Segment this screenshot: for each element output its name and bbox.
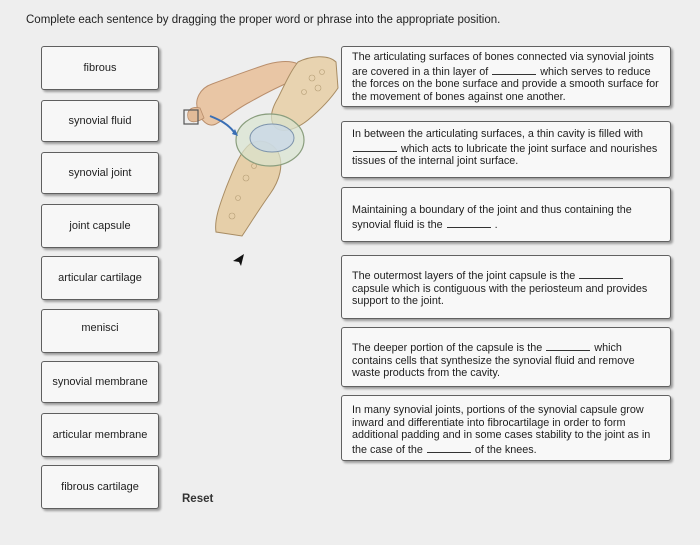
sentence-1-text-after: which serves to reduce the forces on the bone surface and provide a smooth surface for the movement of bones against one another. xyxy=(352,65,659,103)
sentence-2-box[interactable] xyxy=(341,121,671,178)
sentence-3-text-before: Maintaining a boundary of the joint and thus containing the synovial fluid is the xyxy=(352,204,632,231)
word-tile-synovial-joint[interactable] xyxy=(41,152,159,194)
reset-button[interactable]: Reset xyxy=(182,493,214,505)
word-tile-articular-cartilage[interactable] xyxy=(41,256,159,300)
word-tile-label: joint capsule xyxy=(69,220,131,232)
sentence-4-text-after: capsule which is contiguous with the periosteum and provides support to the joint. xyxy=(352,282,648,307)
word-tile-label: fibrous xyxy=(83,62,117,74)
joint-illustration xyxy=(180,48,340,238)
sentence-6-text-before: In many synovial joints, portions of the synovial capsule grow inward and differentiate into fibrocartilage in order to form additional padding and in some cases stability to the joint as in the case of the xyxy=(352,404,651,456)
sentence-3-text-after: . xyxy=(494,218,498,231)
word-tile-fibrous[interactable] xyxy=(41,46,159,90)
sentence-5-text-before: The deeper portion of the capsule is the xyxy=(352,342,543,354)
word-tile-label: menisci xyxy=(81,322,119,334)
articular-surface-shape xyxy=(250,124,294,152)
word-tile-articular-membrane[interactable] xyxy=(41,413,159,457)
sentence-5-text-after: which contains cells that synthesize the synovial fluid and remove waste products from the cavity. xyxy=(352,342,635,379)
word-tile-joint-capsule[interactable] xyxy=(41,204,159,248)
sentence-4-drop-blank[interactable] xyxy=(579,268,623,279)
sentence-2-text-after: which acts to lubricate the joint surface and nourishes tissues of the internal joint surface. xyxy=(352,142,658,167)
word-tile-synovial-membrane[interactable] xyxy=(41,361,159,403)
sentence-5-drop-blank[interactable] xyxy=(546,340,590,351)
sentence-6-box[interactable] xyxy=(341,395,671,461)
sentence-6-drop-blank[interactable] xyxy=(427,442,471,453)
sentence-1-box[interactable] xyxy=(341,46,671,107)
word-tile-label: synovial fluid xyxy=(68,115,132,127)
sentence-3-box[interactable] xyxy=(341,187,671,242)
word-tile-fibrous-cartilage[interactable] xyxy=(41,465,159,509)
word-tile-label: articular cartilage xyxy=(58,272,142,284)
sentence-4-text-before: The outermost layers of the joint capsule is the xyxy=(352,270,576,282)
sentence-2-drop-blank[interactable] xyxy=(353,141,397,152)
word-tile-label: articular membrane xyxy=(52,429,148,441)
word-tile-label: synovial joint xyxy=(68,167,132,179)
sentence-1-text-before: The articulating surfaces of bones connected via synovial joints are covered in a thin layer of xyxy=(352,51,654,78)
sentence-4-box[interactable] xyxy=(341,255,671,319)
instructions: Complete each sentence by dragging the proper word or phrase into the appropriate position. xyxy=(26,14,501,26)
word-tile-label: synovial membrane xyxy=(52,376,148,388)
word-tile-synovial-fluid[interactable] xyxy=(41,100,159,142)
mouse-cursor-icon xyxy=(232,253,246,269)
sentence-5-box[interactable] xyxy=(341,327,671,387)
word-tile-label: fibrous cartilage xyxy=(61,481,139,493)
sentence-2-text-before: In between the articulating surfaces, a thin cavity is filled with xyxy=(352,128,644,140)
sentence-1-drop-blank[interactable] xyxy=(492,64,536,75)
word-tile-menisci[interactable] xyxy=(41,309,159,353)
sentence-3-drop-blank[interactable] xyxy=(447,217,491,228)
sentence-6-text-after: of the knees. xyxy=(474,443,537,456)
